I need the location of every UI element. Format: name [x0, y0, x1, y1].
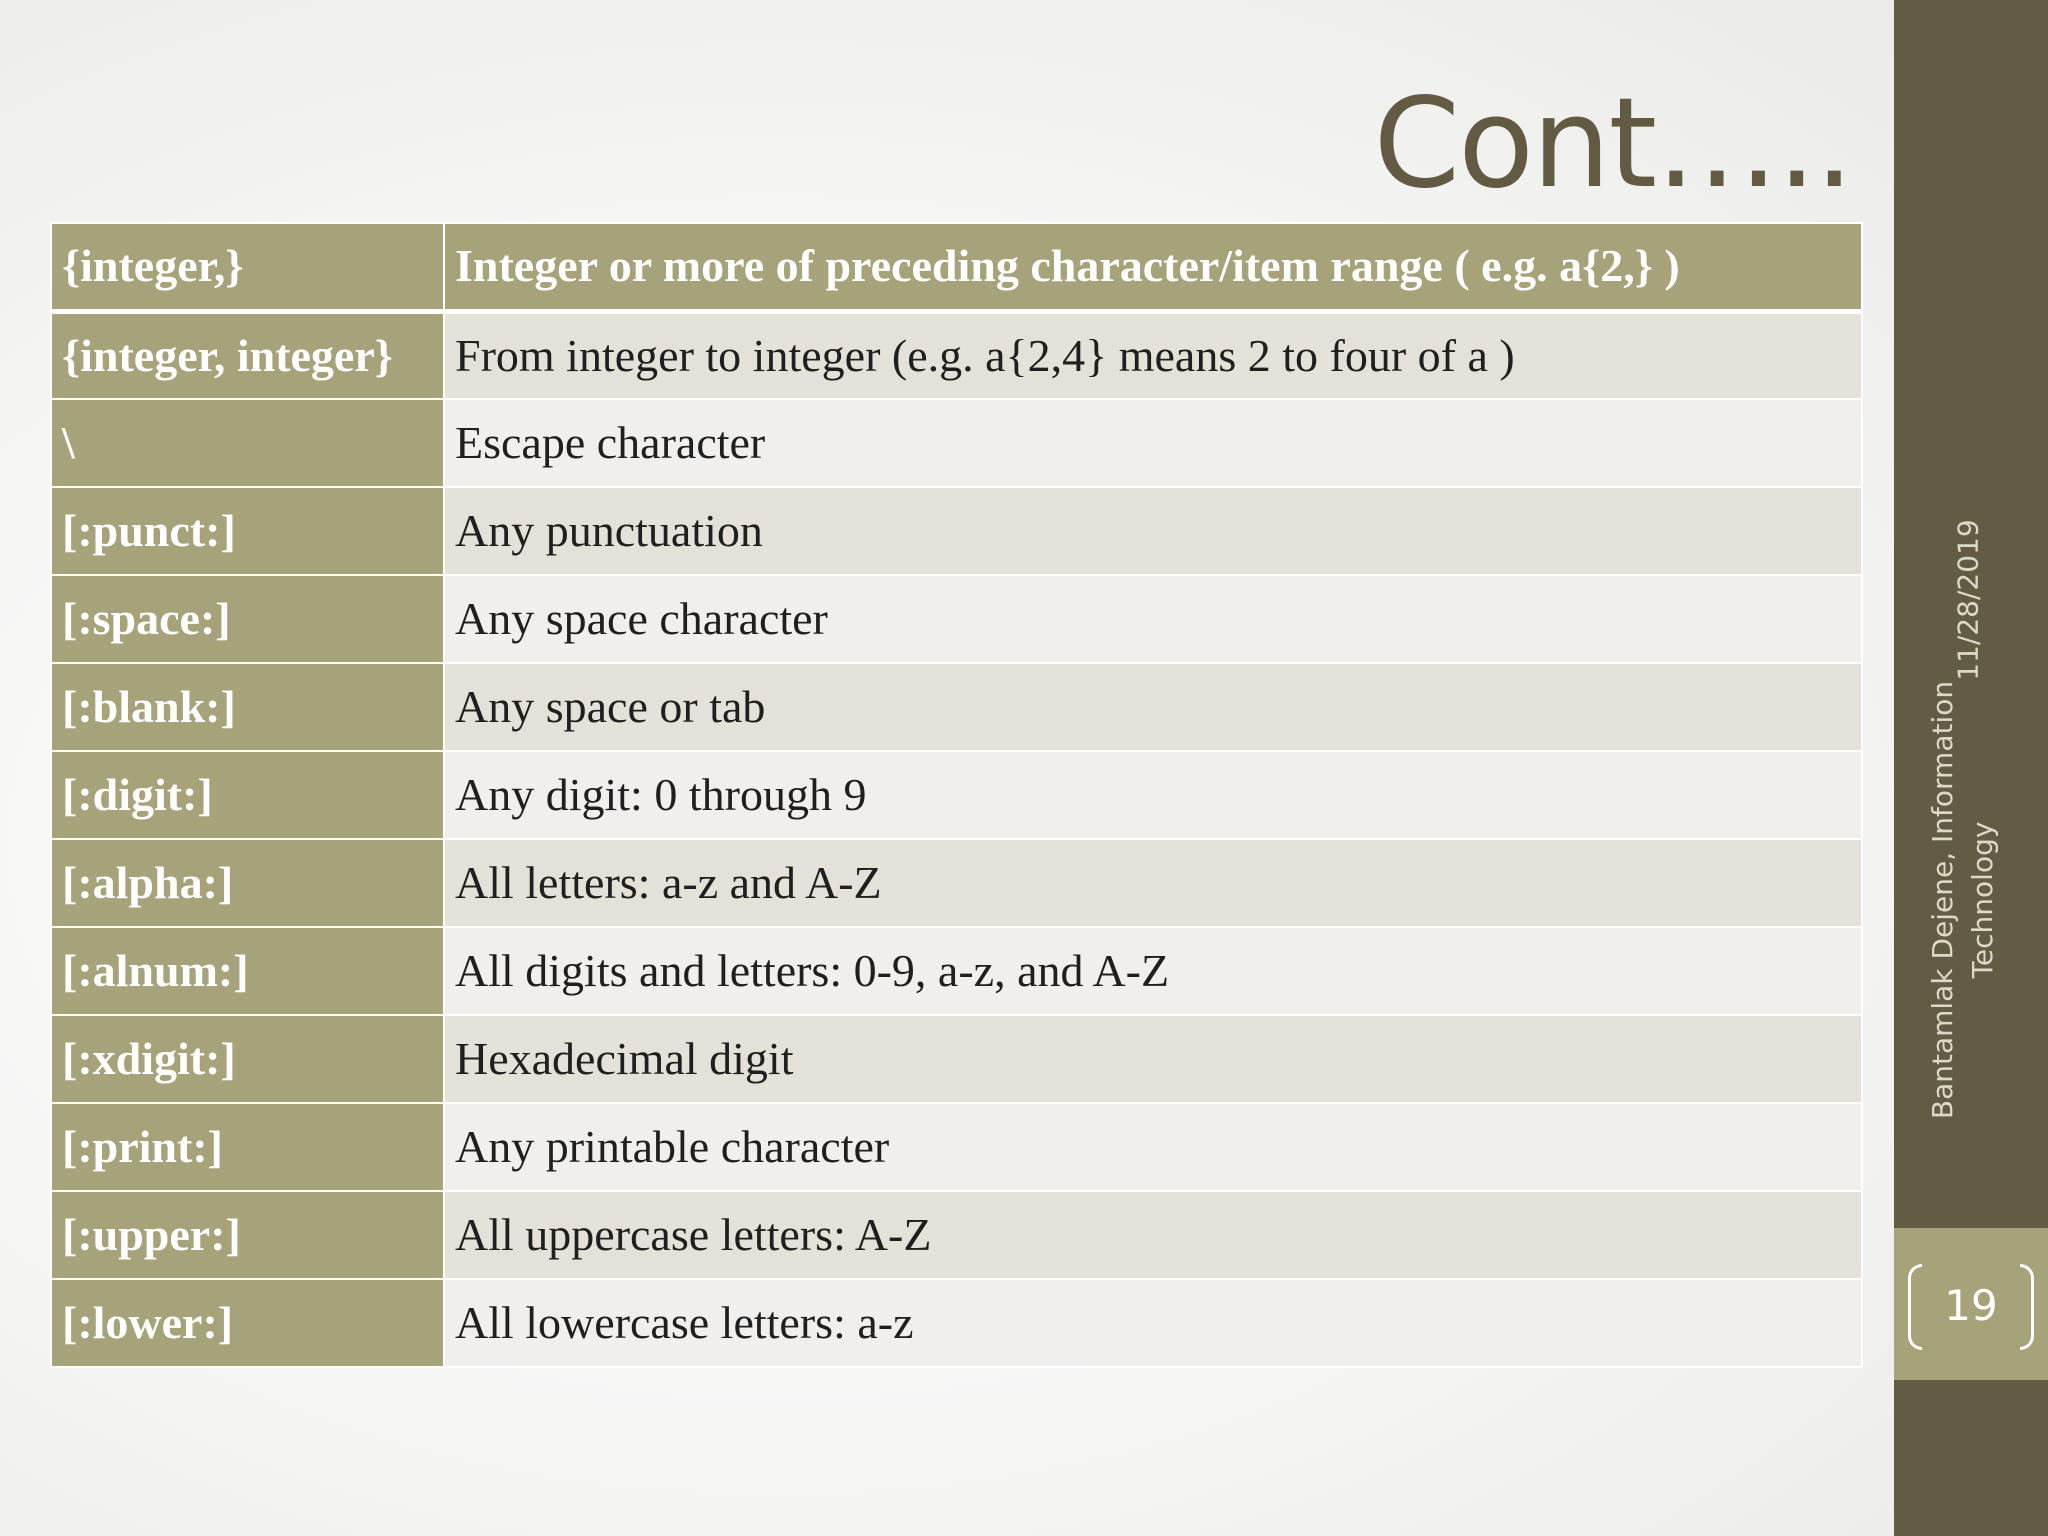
description-cell: All letters: a-z and A-Z	[444, 839, 1862, 927]
page-number: 19	[1944, 1281, 1998, 1330]
description-cell: Hexadecimal digit	[444, 1015, 1862, 1103]
pattern-cell: [:alpha:]	[51, 839, 444, 927]
table-row	[51, 1103, 1862, 1191]
slide-date: 11/28/2019	[1951, 519, 1985, 681]
pattern-cell: [:blank:]	[51, 663, 444, 751]
table-row	[51, 927, 1862, 1015]
pattern-cell: [:upper:]	[51, 1191, 444, 1279]
description-cell: Any printable character	[444, 1103, 1862, 1191]
page-number-box	[1894, 1228, 2048, 1380]
pattern-cell: [:print:]	[51, 1103, 444, 1191]
pattern-cell: [:lower:]	[51, 1279, 444, 1367]
table-row	[51, 839, 1862, 927]
pattern-cell: [:xdigit:]	[51, 1015, 444, 1103]
description-cell: Any digit: 0 through 9	[444, 751, 1862, 839]
description-cell: Escape character	[444, 399, 1862, 487]
footer-line-2: Technology	[1966, 821, 1999, 979]
header-description-cell: Integer or more of preceding character/item range ( e.g. a{2,} )	[444, 223, 1862, 311]
table-row	[51, 399, 1862, 487]
regex-table	[50, 222, 1863, 1368]
table-row	[51, 575, 1862, 663]
regex-table-container	[50, 222, 1861, 1368]
table-row	[51, 663, 1862, 751]
slide-title: Cont…..	[1373, 72, 1852, 216]
table-row	[51, 751, 1862, 839]
pattern-cell: {integer, integer}	[51, 311, 444, 399]
table-row	[51, 1279, 1862, 1367]
description-cell: Any space or tab	[444, 663, 1862, 751]
pattern-cell: [:alnum:]	[51, 927, 444, 1015]
pattern-cell: [:digit:]	[51, 751, 444, 839]
slide-footer	[1923, 681, 2003, 1119]
table-row	[51, 487, 1862, 575]
footer-line-1: Bantamlak Dejene, Information	[1926, 680, 1959, 1120]
description-cell: All uppercase letters: A-Z	[444, 1191, 1862, 1279]
description-cell: Any space character	[444, 575, 1862, 663]
pattern-cell: \	[51, 399, 444, 487]
description-cell: From integer to integer (e.g. a{2,4} means 2 to four of a )	[444, 311, 1862, 399]
pattern-cell: [:space:]	[51, 575, 444, 663]
description-cell: Any punctuation	[444, 487, 1862, 575]
table-row	[51, 311, 1862, 399]
description-cell: All lowercase letters: a-z	[444, 1279, 1862, 1367]
table-row	[51, 1191, 1862, 1279]
table-header-row	[51, 223, 1862, 311]
description-cell: All digits and letters: 0-9, a-z, and A-Z	[444, 927, 1862, 1015]
pattern-cell: [:punct:]	[51, 487, 444, 575]
table-row	[51, 1015, 1862, 1103]
header-pattern-cell: {integer,}	[51, 223, 444, 311]
